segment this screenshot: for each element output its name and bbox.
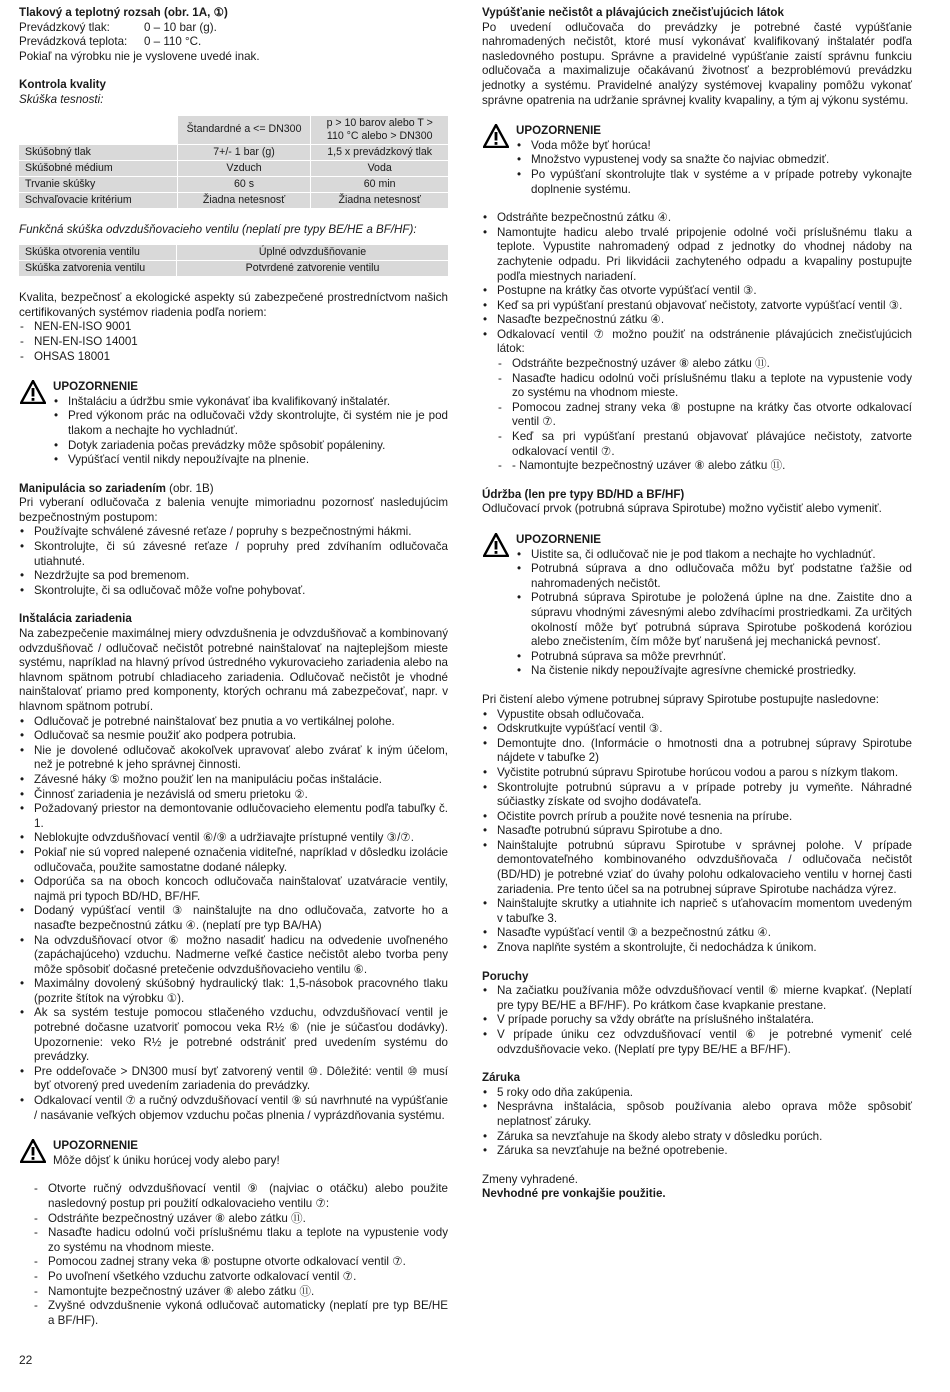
list-item: • Pre oddeľovače > DN300 musí byť zatvorený ventil ⑩. Dôležité: ventil ⑩ musí byť otvorený pred uvedením zariadenia do prevádzky. (19, 1065, 448, 1094)
list-item: - Nasaďte hadicu odolnú voči príslušnému tlaku a teplote na vypustenie vody zo systému na vhodnom mieste. (33, 1226, 448, 1255)
table-cell: Schvaľovacie kritérium (19, 192, 177, 208)
list-item: • Neblokujte odvzdušňovací ventil ⑥/⑨ a udržiavajte prístupné ventily ③/⑦. (19, 831, 448, 846)
list-item: • Vypúšťací ventil nikdy nepoužívajte na plnenie. (53, 453, 448, 468)
range-value: 0 – 110 °C. (144, 35, 202, 49)
warning-title: UPOZORNENIE (516, 533, 602, 546)
list-item: - - Namontujte bezpečnostný uzáver ⑧ alebo zátku ⑪. (497, 459, 912, 474)
handling-list (19, 525, 448, 598)
list-item: • Záruka sa nevzťahuje na škody alebo straty v dôsledku porúch. (482, 1130, 912, 1145)
table-cell: Skúška zatvorenia ventilu (19, 261, 177, 277)
warning-list (516, 139, 912, 197)
list-item: • Odlučovač je potrebné nainštalovať bez pnutia a vo vertikálnej polohe. (19, 715, 448, 730)
list-item: • Skontrolujte, či sú závesné reťaze / popruhy pred zdvíhaním odlučovača utiahnuté. (19, 540, 448, 569)
warning-title: UPOZORNENIE (53, 380, 139, 394)
table-cell: 1,5 x prevádzkový tlak (311, 144, 448, 160)
table-row (19, 160, 448, 176)
list-item: • Na odvzdušňovací otvor ⑥ možno nasadiť hadicu na odvedenie uvoľneného (zapáchajúceho) vzduchu. Nadmerne veľké častice nečistôt alebo tvorba peny môže spôsobiť dočasné pretečenie odvzdušňovacieho ventilu ⑥. (19, 934, 448, 978)
table-cell: Úplné odvzdušňovanie (177, 245, 449, 261)
list-item: • Pred výkonom prác na odlučovači vždy skontrolujte, či systém nie je pod tlakom a nechajte ho vychladnúť. (53, 409, 448, 438)
table-header-cell: p > 10 barov alebo T > 110 °C alebo > DN300 (311, 116, 448, 145)
list-item: - NEN-EN-ISO 14001 (19, 335, 448, 350)
list-item: • Nezdržujte sa pod bremenom. (19, 569, 448, 584)
range-note: Pokiaľ na výrobku nie je vyslovene uvedé inak. (19, 49, 260, 63)
list-item: • Voda môže byť horúca! (516, 139, 912, 154)
quality-control-title: Kontrola kvality (19, 78, 106, 92)
warning-box-3 (482, 124, 912, 197)
list-item: - Zvyšné odvzdušnenie vykoná odlučovač automaticky (neplatí pre typ BE/HE a BF/HF). (33, 1299, 448, 1328)
list-item: • Nasaďte bezpečnostnú zátku ④. (482, 313, 912, 328)
outdoor-note: Nevhodné pre vonkajšie použitie. (482, 1187, 666, 1201)
range-label: Prevádzkový tlak: (19, 20, 110, 34)
warning-title: UPOZORNENIE (53, 1139, 139, 1153)
list-item: • Znova naplňte systém a skontrolujte, či nedochádza k únikom. (482, 941, 912, 956)
quality-text: Kvalita, bezpečnosť a ekologické aspekty sú zabezpečené prostredníctvom našich certifikovaných systémov riadenia podľa noriem: (19, 291, 448, 319)
table-row (19, 144, 448, 160)
table-cell: Skúšobné médium (19, 160, 177, 176)
list-item: • Potrubná súprava sa môže prevrhnúť. (516, 650, 912, 665)
table-cell (19, 116, 177, 145)
table-cell: 60 min (311, 176, 448, 192)
handling-title-line (19, 482, 448, 497)
warning-icon (20, 380, 46, 404)
function-test-title: Funkčná skúška odvzdušňovacieho ventilu (neplatí pre typy BE/HE a BF/HF): (19, 222, 417, 236)
list-item: - Odstráňte bezpečnostný uzáver ⑧ alebo zátku ⑪. (497, 357, 912, 372)
list-item: - Otvorte ručný odvzdušňovací ventil ⑨ (najviac o otáčku) alebo použite nasledovný postup pri použití odkalovacieho ventilu ⑦: (33, 1182, 448, 1211)
range-row (19, 35, 448, 50)
list-item: • Potrubná súprava Spirotube je položená úplne na dne. Zaistite dno a súpravu vhodnými závesnými alebo zdvíhacími prostriedkami. Za určitých okolností môže byť potrubná súprava Spirotube poškodená koróziou alebo znečistením, čím môže byť narušená jej mechanická pevnosť. (516, 591, 912, 649)
list-item: - Po uvoľnení všetkého vzduchu zatvorte odkalovací ventil ⑦. (33, 1270, 448, 1285)
table-cell: Skúšobný tlak (19, 144, 177, 160)
warning-box-4 (482, 533, 912, 679)
range-label: Prevádzková teplota: (19, 35, 128, 49)
list-item: • Demontujte dno. (Informácie o hmotnosti dna a potrubnej súpravy Spirotube nájdete v tabuľke 2) (482, 737, 912, 766)
table-cell: Potvrdené zatvorenie ventilu (177, 261, 449, 277)
list-item: • Závesné háky ⑤ možno použiť len na manipuláciu počas inštalácie. (19, 773, 448, 788)
list-item: • Postupne na krátky čas otvorte vypúšťací ventil ③. (482, 284, 912, 299)
cleaning-list (482, 708, 912, 956)
list-item: • V prípade úniku cez odvzdušňovací ventil ⑥ je potrebné vymeniť celé odvzdušňovacie veko. (Neplatí pre typy BE/HE a BF/HF). (482, 1028, 912, 1057)
warning-text: Môže dôjsť k úniku horúcej vody alebo pary! (53, 1153, 280, 1167)
list-item: • Skontrolujte, či sa odlučovač môže voľne pohybovať. (19, 584, 448, 599)
faults-title: Poruchy (482, 969, 529, 983)
warning-list (516, 548, 912, 679)
page-number: 22 (19, 1353, 33, 1367)
drain-text: Po uvedení odlučovača do prevádzky je potrebné časté vypúšťanie nahromadených nečistôt, ktoré musí vykonávať kvalifikovaný inštalatér podľa nasledovného postupu. Správne a pravidelné vypúšťanie zaistí správnu funkciu odlučovača a maximalizuje očakávanú životnosť a bezproblémovú prevádzku jednotky a systému. Pravidelné analýzy systémovej kvapaliny pomôžu vykonať správne opatrenia na udržanie správnej kvality kvapaliny, a tým aj výkonu systému. (482, 20, 912, 107)
table-row (19, 261, 448, 277)
table-header-row (19, 116, 448, 145)
list-item: • Pokiaľ nie sú vopred nalepené označenia viditeľné, napríklad v dôsledku izolácie odlučovača, použite samostatne dodané nálepky. (19, 846, 448, 875)
leak-test-table (19, 116, 448, 209)
table-cell: Žiadna netesnosť (177, 192, 311, 208)
list-item: • Záruka sa nevzťahuje na bežné opotrebenie. (482, 1144, 912, 1159)
right-column (482, 6, 912, 1202)
list-item: • Činnosť zariadenia je nezávislá od smeru prietoku ②. (19, 788, 448, 803)
install-text: Na zabezpečenie maximálnej miery odvzdušnenia je odvzdušňovač a kombinovaný odvzdušňovač / odlučovač nečistôt potrebné nainštalovať na najteplejšom mieste systému, napríklad na hlavný prívod ústredného vykurovacieho zariadenia alebo na hlavnom spätnom potrubí chladiaceho zariadenia. Odlučovač nečistôt je vhodné nainštalovať priamo pred komponenty, ktorých ochranu má zabezpečovať, napr. v hlavnom spätnom potrubí. (19, 627, 448, 713)
table-row (19, 192, 448, 208)
list-item: • Nainštalujte skrutky a utiahnite ich naprieč s uťahovacím momentom uvedeným v tabuľke 3. (482, 897, 912, 926)
list-item: • Vyčistite potrubnú súpravu Spirotube horúcou vodou a parou s nízkym tlakom. (482, 766, 912, 781)
list-item: • Nie je dovolené odlučovač akokoľvek upravovať alebo zvárať k iným účelom, než je potrebné k jeho správnej činnosti. (19, 744, 448, 773)
warning-box-2 (19, 1139, 448, 1168)
venting-steps-list (33, 1182, 448, 1328)
list-item: - NEN-EN-ISO 9001 (19, 320, 448, 335)
list-item: • Odlučovač sa nesmie použiť ako podpera potrubia. (19, 729, 448, 744)
list-item: • Odkalovací ventil ⑦ a ručný odvzdušňovací ventil ⑨ sú navrhnuté na vypúšťanie / nasávanie veľkých objemov vzduchu počas plnenia / vyprázdňovania systému. (19, 1094, 448, 1123)
table-cell: Žiadna netesnosť (311, 192, 448, 208)
table-row (19, 245, 448, 261)
warning-icon (483, 533, 509, 557)
list-item: • Vypustite obsah odlučovača. (482, 708, 912, 723)
list-item: • Keď sa pri vypúšťaní prestanú objavovať nečistoty, zatvorte vypúšťací ventil ③. (482, 299, 912, 314)
table-cell: Trvanie skúšky (19, 176, 177, 192)
list-item: • Nesprávna inštalácia, spôsob používania alebo oprava môže spôsobiť neplatnosť záruky. (482, 1100, 912, 1129)
warranty-list (482, 1086, 912, 1159)
table-cell: Skúška otvorenia ventilu (19, 245, 177, 261)
list-item: - Nasaďte hadicu odolnú voči príslušnému tlaku a teplote na vypustenie vody zo systému na vhodnom mieste. (497, 372, 912, 401)
warning-box-1 (19, 380, 448, 468)
warning-icon (483, 124, 509, 148)
list-item: - Odstráňte bezpečnostný uzáver ⑧ alebo zátku ⑪. (33, 1212, 448, 1227)
list-item: • Skontrolujte potrubnú súpravu a v prípade potreby ju vymeňte. Náhradné súčiastky získate od svojho dodávateľa. (482, 781, 912, 810)
list-item: • Maximálny dovolený skúšobný hydraulický tlak: 1,5-násobok pracovného tlaku (pozrite štítok na výrobku ①). (19, 977, 448, 1006)
list-item: • Nasaďte vypúšťací ventil ③ a bezpečnostnú zátku ④. (482, 926, 912, 941)
list-item: • Odskrutkujte vypúšťací ventil ③. (482, 722, 912, 737)
list-item: • Očistite povrch prírub a použite nové tesnenia na prírube. (482, 810, 912, 825)
list-item: • Požadovaný priestor na demontovanie odlučovacieho elementu podľa tabuľky č. 1. (19, 802, 448, 831)
range-list (19, 21, 448, 50)
drain-title: Vypúšťanie nečistôt a plávajúcich znečisťujúcich látok (482, 6, 784, 19)
install-list (19, 715, 448, 1124)
table-cell: Voda (311, 160, 448, 176)
drain-sub-list (497, 357, 912, 474)
handling-text: Pri vyberaní odlučovača z balenia venujte mimoriadnu pozornosť nasledujúcim bezpečnostným postupom: (19, 496, 448, 524)
norms-list (19, 320, 448, 364)
drain-list (482, 211, 912, 357)
list-item: • Množstvo vypustenej vody sa snažte čo najviac obmedziť. (516, 153, 912, 168)
list-item: • Ak sa systém testuje pomocou stlačeného vzduchu, odvzdušňovací ventil je potrebné dočasne uzatvoriť pomocou veka R½ ⑥ (nie je súčasťou dodávky). Upozornenie: veko R½ je potrebné odstrániť pred uvedením systému do prevádzky. (19, 1006, 448, 1064)
warranty-title: Záruka (482, 1071, 521, 1085)
list-item: - Namontujte bezpečnostný uzáver ⑧ alebo zátku ⑪. (33, 1285, 448, 1300)
range-row (19, 21, 448, 36)
faults-list (482, 984, 912, 1057)
left-column (19, 6, 448, 1328)
list-item: • Používajte schválené závesné reťaze / popruhy s bezpečnostnými hákmi. (19, 525, 448, 540)
range-value: 0 – 10 bar (g). (144, 20, 217, 34)
changes-note: Zmeny vyhradené. (482, 1172, 579, 1186)
warning-title: UPOZORNENIE (516, 124, 602, 138)
table-cell: 7+/- 1 bar (g) (177, 144, 311, 160)
table-header-cell: Štandardné a <= DN300 (177, 116, 311, 145)
function-test-table (19, 245, 448, 277)
list-item: • Odstráňte bezpečnostnú zátku ④. (482, 211, 912, 226)
list-item: • Odkalovací ventil ⑦ možno použiť na odstránenie plávajúcich znečisťujúcich látok: (482, 328, 912, 357)
list-item: • Potrubná súprava a dno odlučovača môžu byť podstatne ťažšie od nahromadených nečistôt. (516, 562, 912, 591)
table-row (19, 176, 448, 192)
list-item: - Pomocou zadnej strany veka ⑧ postupne na krátky čas otvorte odkalovací ventil ⑦. (497, 401, 912, 430)
list-item: • Dotyk zariadenia počas prevádzky môže spôsobiť popáleniny. (53, 439, 448, 454)
list-item: • Na čistenie nikdy nepoužívajte agresívne chemické prostriedky. (516, 664, 912, 679)
list-item: - Pomocou zadnej strany veka ⑧ postupne otvorte odkalovací ventil ⑦. (33, 1255, 448, 1270)
warning-list (53, 395, 448, 468)
list-item: • Po vypúšťaní skontrolujte tlak v systéme a v prípade potreby vykonajte doplnenie systému. (516, 168, 912, 197)
list-item: • Na začiatku používania môže odvzdušňovací ventil ⑥ mierne kvapkať. (Neplatí pre typy BE/HE a BF/HF). Po krátkom čase kvapkanie prestane. (482, 984, 912, 1013)
table-cell: 60 s (177, 176, 311, 192)
maintenance-title: Údržba (len pre typy BD/HD a BF/HF) (482, 487, 685, 501)
list-item: - Keď sa pri vypúšťaní prestanú objavovať plávajúce nečistoty, zatvorte odkalovací ventil ⑦. (497, 430, 912, 459)
warning-icon (20, 1139, 46, 1163)
install-title: Inštalácia zariadenia (19, 612, 132, 626)
list-item: • Nasaďte potrubnú súpravu Spirotube a dno. (482, 824, 912, 839)
list-item: • 5 roky odo dňa zakúpenia. (482, 1086, 912, 1101)
table-cell: Vzduch (177, 160, 311, 176)
list-item: • Nainštalujte potrubnú súpravu Spirotube v správnej polohe. V prípade demontovateľného kombinovaného odvzdušňovača / odlučovača nečistôt (BD/HD) je potrebné vziať do úvahy polohu odkalovacieho ventilu v hornej časti zariadenia. Pre tento účel sa na potrubnej súprave Spirotube nachádza výrez. (482, 839, 912, 897)
list-item: • Namontujte hadicu alebo trvalé pripojenie odolné voči príslušnému tlaku a teplote. Vypustite nahromadený odpad z jednotky do vhodnej nádoby na zachytenie odpadu. Pri likvidácii zachyteného odpadu a kvapaliny postupujte podľa miestnych nariadení. (482, 226, 912, 284)
list-item: - OHSAS 18001 (19, 350, 448, 365)
handling-title: Manipulácia so zariadením (19, 481, 166, 495)
list-item: • Odporúča sa na oboch koncoch odlučovača nainštalovať uzatváracie ventily, najmä pri typoch BD/HD, BF/HF. (19, 875, 448, 904)
list-item: • Inštaláciu a údržbu smie vykonávať iba kvalifikovaný inštalatér. (53, 395, 448, 410)
list-item: • Uistite sa, či odlučovač nie je pod tlakom a nechajte ho vychladnúť. (516, 548, 912, 563)
list-item: • Dodaný vypúšťací ventil ③ nainštalujte na dno odlučovača, zatvorte ho a nasaďte bezpečnostnú zátku ④. (neplatí pre typ BA/HA) (19, 904, 448, 933)
list-item: • V prípade poruchy sa vždy obráťte na príslušného inštalatéra. (482, 1013, 912, 1028)
cleaning-text: Pri čistení alebo výmene potrubnej súpravy Spirotube postupujte nasledovne: (482, 692, 880, 706)
handling-ref: (obr. 1B) (165, 481, 214, 495)
maintenance-text: Odlučovací prvok (potrubná súprava Spirotube) možno vyčistiť alebo vymeniť. (482, 502, 882, 516)
leak-test-subtitle: Skúška tesnosti: (19, 92, 104, 106)
range-title: Tlakový a teplotný rozsah (obr. 1A, ①) (19, 6, 228, 19)
